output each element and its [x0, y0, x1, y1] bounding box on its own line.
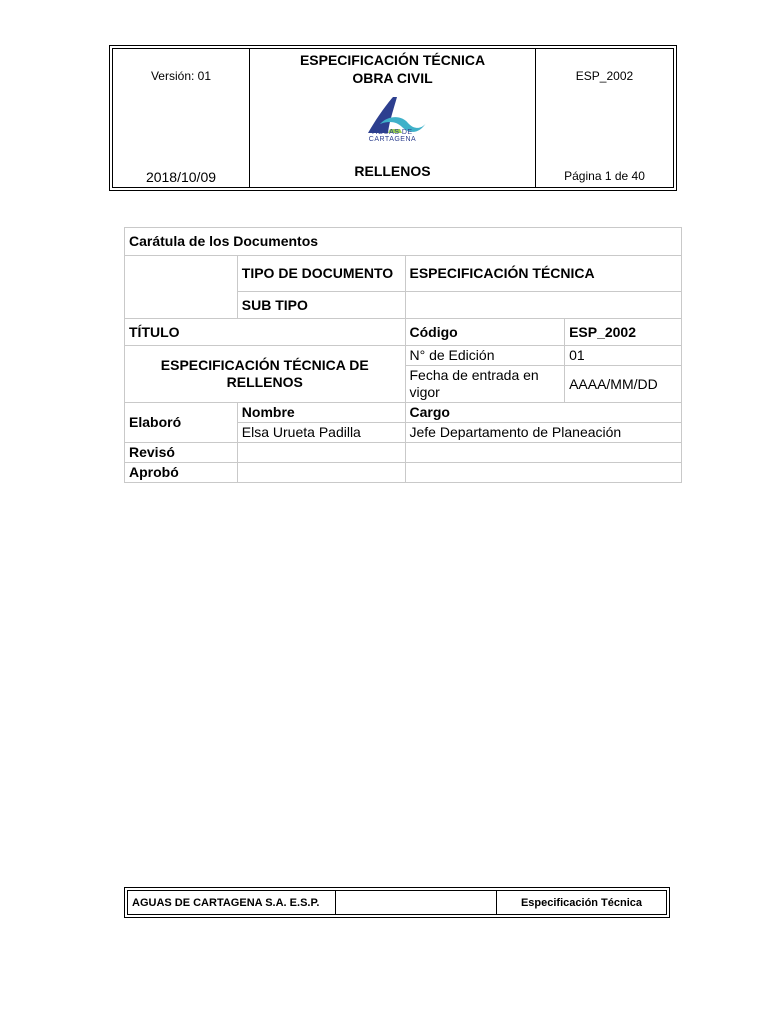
document-header [109, 45, 677, 191]
document-code: ESP_2002 [575, 69, 634, 83]
edicion-value: 01 [565, 346, 682, 366]
elaboro-nombre: Elsa Urueta Padilla [237, 423, 405, 443]
date-label: 2018/10/09 [145, 169, 217, 185]
codigo-value: ESP_2002 [565, 319, 682, 346]
caratula-table [124, 227, 682, 483]
nombre-label: Nombre [237, 403, 405, 423]
edicion-label: N° de Edición [405, 346, 565, 366]
tipo-documento-value: ESPECIFICACIÓN TÉCNICA [405, 256, 682, 292]
empty-cell [125, 256, 238, 319]
elaboro-cargo: Jefe Departamento de Planeación [405, 423, 682, 443]
tipo-documento-label: TIPO DE DOCUMENTO [237, 256, 405, 292]
document-subtitle: RELLENOS [354, 163, 431, 179]
header-center-cell [250, 48, 536, 188]
cargo-label: Cargo [405, 403, 682, 423]
fecha-label: Fecha de entrada en vigor [405, 366, 565, 403]
document-title [250, 51, 535, 87]
logo-text-line-1: AGUAS DE [372, 129, 413, 136]
title-line-1: ESPECIFICACIÓN TÉCNICA [299, 52, 486, 68]
version-label: Versión: 01 [150, 69, 212, 83]
reviso-cargo [405, 443, 682, 463]
caratula-heading: Carátula de los Documentos [125, 228, 682, 256]
header-right-cell [536, 48, 674, 188]
footer-doc-type: Especificación Técnica [497, 890, 667, 915]
codigo-label: Código [405, 319, 565, 346]
aprobo-cargo [405, 463, 682, 483]
fecha-value: AAAA/MM/DD [565, 366, 682, 403]
aprobo-nombre [237, 463, 405, 483]
header-left-cell [112, 48, 250, 188]
aprobo-label: Aprobó [125, 463, 238, 483]
subtipo-value [405, 292, 682, 319]
titulo-value: ESPECIFICACIÓN TÉCNICA DE RELLENOS [125, 346, 406, 403]
titulo-label: TÍTULO [125, 319, 406, 346]
footer-middle [336, 890, 497, 915]
page-number: Página 1 de 40 [564, 169, 645, 183]
document-footer [124, 887, 670, 918]
logo-wordmark [250, 129, 535, 143]
reviso-label: Revisó [125, 443, 238, 463]
elaboro-label: Elaboró [125, 403, 238, 443]
subtipo-label: SUB TIPO [237, 292, 405, 319]
title-line-2: OBRA CIVIL [352, 70, 433, 86]
logo-text-line-2: CARTAGENA [368, 136, 417, 143]
reviso-nombre [237, 443, 405, 463]
footer-company: AGUAS DE CARTAGENA S.A. E.S.P. [127, 890, 336, 915]
